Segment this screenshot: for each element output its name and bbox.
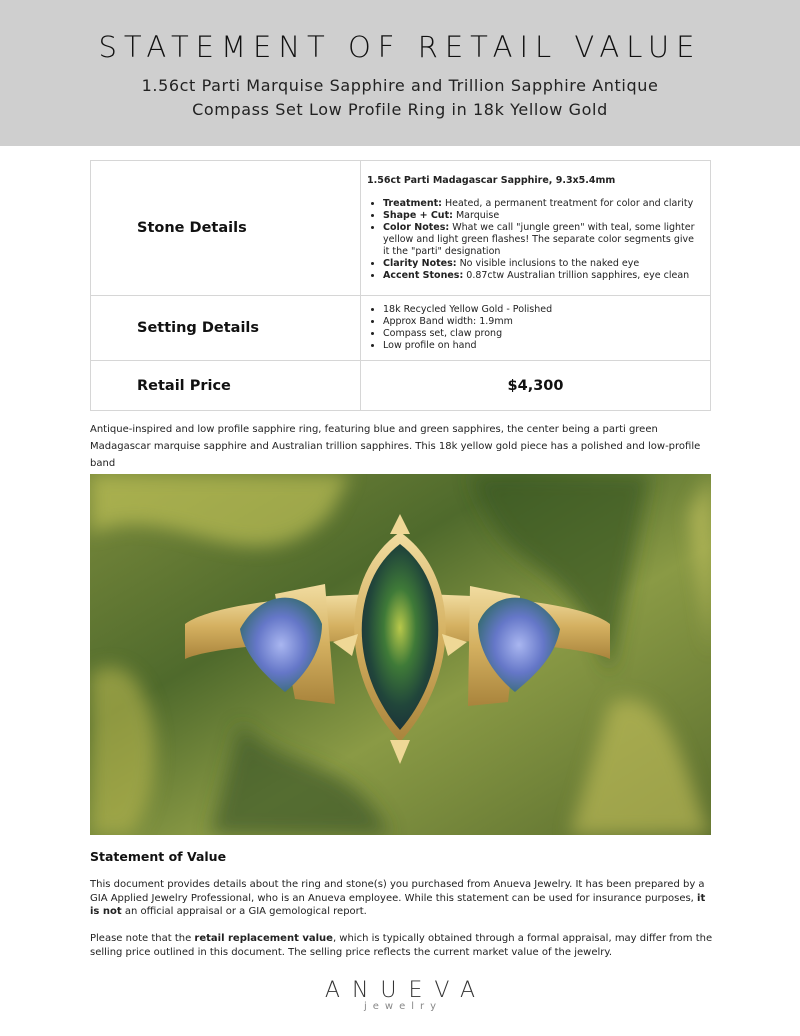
setting-detail-item: • Low profile on hand <box>383 340 702 352</box>
statement-p2-text: Please note that the <box>90 933 195 944</box>
setting-detail-item: • Approx Band width: 1.9mm <box>383 316 702 328</box>
stone-detail-value: Marquise <box>452 209 500 221</box>
statement-p2-text-end: , which is typically obtained through a formal appraisal, may differ from the selling price outlined in this document. The selling price reflects the current market value of the jewelry. <box>90 933 713 958</box>
statement-paragraph-1 <box>90 878 715 919</box>
stone-detail-value: Heated, a permanent treatment for color and clarity <box>441 197 694 209</box>
stone-detail-item <box>383 258 702 270</box>
setting-details-label: Setting Details <box>91 296 361 361</box>
stone-detail-item <box>383 222 702 258</box>
retail-price-label: Retail Price <box>91 361 361 411</box>
statement-p1-text-end: an official appraisal or a GIA gemological report. <box>121 906 367 917</box>
stone-details-label: Stone Details <box>91 161 361 296</box>
ring-illustration <box>90 474 711 835</box>
setting-details-content <box>361 296 711 361</box>
page-subtitle <box>0 74 800 122</box>
logo-brand: ANUEVA <box>324 978 488 1003</box>
statement-p2-emphasis: retail replacement value <box>194 933 333 944</box>
stone-details-row <box>91 161 711 296</box>
statement-p1-emphasis: it is not <box>90 892 706 917</box>
stone-detail-key: Shape + Cut: <box>383 209 453 221</box>
stone-detail-item <box>383 198 702 210</box>
stone-detail-value: What we call "jungle green" with teal, some lighter yellow and light green flashes! The separate color segments give it the "parti" designation <box>383 221 695 257</box>
stone-detail-key: Clarity Notes: <box>383 257 457 269</box>
stone-details-content <box>361 161 711 296</box>
stone-detail-item <box>383 210 702 222</box>
stone-detail-key: Accent Stones: <box>383 269 464 281</box>
statement-p1-text: This document provides details about the ring and stone(s) you purchased from Anueva Jewelry. It has been prepared by a GIA Applied Jewelry Professional, who is an Anueva employee. While this statement can be used for insurance purposes, <box>90 879 705 904</box>
stone-heading: 1.56ct Parti Madagascar Sapphire, 9.3x5.4mm <box>367 174 616 186</box>
stone-details-list <box>367 198 702 282</box>
stone-detail-value: No visible inclusions to the naked eye <box>456 257 640 269</box>
setting-details-row <box>91 296 711 361</box>
details-table <box>90 160 711 411</box>
stone-detail-key: Color Notes: <box>383 221 450 233</box>
product-description: Antique-inspired and low profile sapphire ring, featuring blue and green sapphires, the center being a parti green Madagascar marquise sapphire and Australian trillion sapphires. This 18k yellow gold piece has a polished and low-profile band <box>90 424 701 469</box>
stone-detail-key: Treatment: <box>383 197 442 209</box>
statement-paragraph-2 <box>90 932 715 959</box>
stone-detail-value: 0.87ctw Australian trillion sapphires, eye clean <box>463 269 690 281</box>
header-banner <box>0 0 800 146</box>
page-title: STATEMENT OF RETAIL VALUE <box>98 30 702 64</box>
setting-details-list <box>367 304 702 352</box>
retail-price-value: $4,300 <box>361 361 711 411</box>
logo-tagline: jewelry <box>363 1001 443 1012</box>
subtitle-line-1: 1.56ct Parti Marquise Sapphire and Trillion Sapphire Antique <box>141 76 659 95</box>
setting-detail-item: • 18k Recycled Yellow Gold - Polished <box>383 304 702 316</box>
setting-detail-item: • Compass set, claw prong <box>383 328 702 340</box>
anueva-logo <box>0 978 800 1012</box>
retail-price-row <box>91 361 711 411</box>
subtitle-line-2: Compass Set Low Profile Ring in 18k Yellow Gold <box>192 100 608 119</box>
statement-heading: Statement of Value <box>90 849 227 864</box>
stone-detail-item <box>383 270 702 282</box>
ring-photo <box>90 474 711 835</box>
